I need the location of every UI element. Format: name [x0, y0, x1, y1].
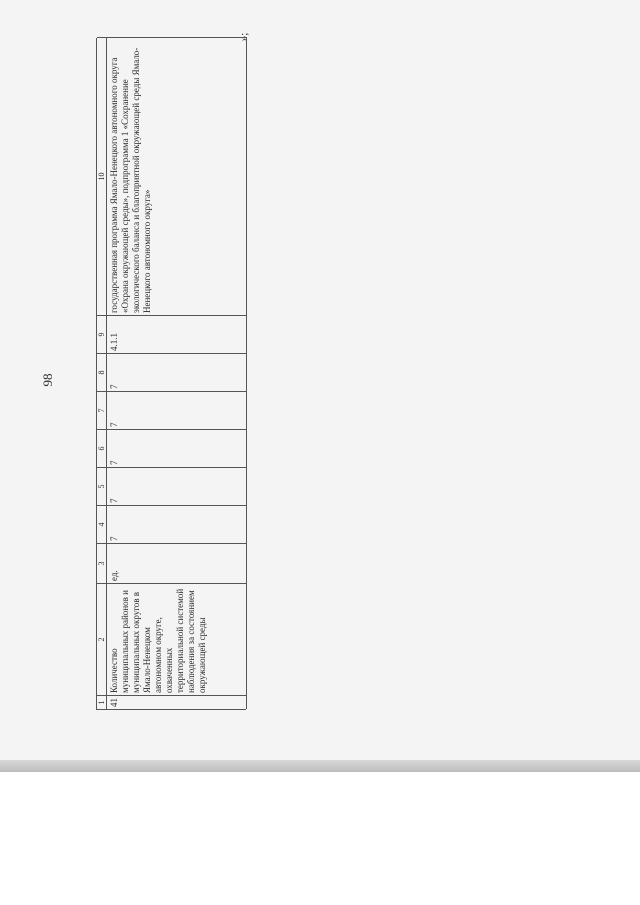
value-col-8: 7: [107, 353, 247, 391]
unit-of-measure: ед.: [107, 543, 247, 583]
value-col-4: 7: [107, 505, 247, 543]
header-cell-6: 6: [97, 429, 107, 467]
header-cell-10: 10: [97, 37, 107, 315]
header-cell-4: 4: [97, 505, 107, 543]
header-cell-7: 7: [97, 391, 107, 429]
program-code: 4.1.1: [107, 315, 247, 353]
indicator-table: [96, 38, 246, 710]
header-cell-9: 9: [97, 315, 107, 353]
header-cell-1: 1: [97, 695, 107, 709]
indicator-name: Количество муниципальных районов и муниципальных округов в Ямало-Ненецком автономном округе, охваченных территориальной системой наблюдения за состоянием окружающей среды: [107, 583, 247, 695]
value-col-5: 7: [107, 467, 247, 505]
header-cell-5: 5: [97, 467, 107, 505]
header-cell-3: 3: [97, 543, 107, 583]
closing-quote-mark: »;: [238, 32, 250, 42]
row-number: 41: [107, 695, 247, 709]
page-edge-shadow: [0, 760, 640, 772]
value-col-7: 7: [107, 391, 247, 429]
program-description: государственная программа Ямало-Ненецкого автономного округа «Охрана окружающей среды», подпрограмма 1 «Сохранение экологического баланса и благоприятной окружающей среды Ямало-Ненецкого автономного округа»: [107, 37, 247, 315]
header-cell-8: 8: [97, 353, 107, 391]
header-cell-2: 2: [97, 583, 107, 695]
page-number: 98: [40, 373, 55, 387]
value-col-6: 7: [107, 429, 247, 467]
